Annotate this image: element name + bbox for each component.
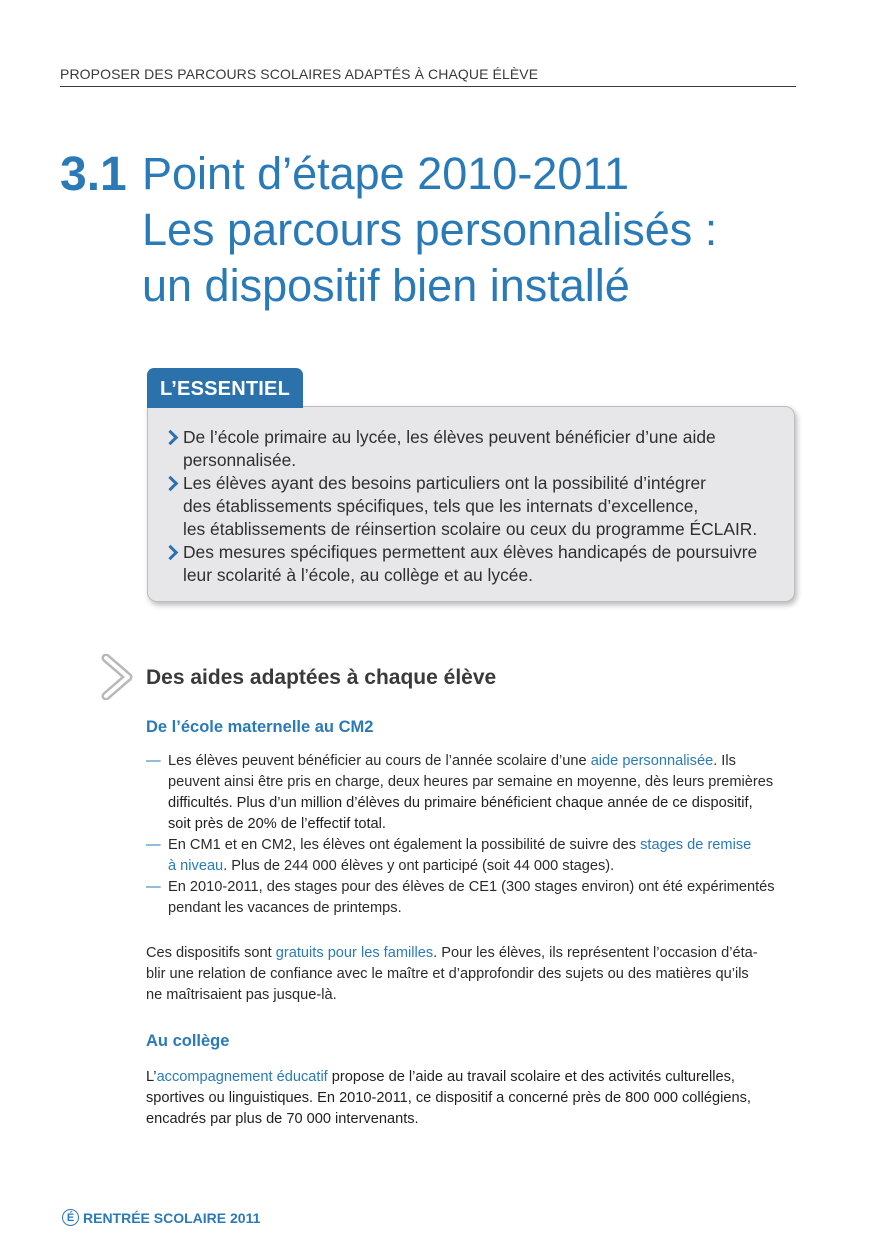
highlight-text: stages de remise <box>640 837 752 853</box>
list-item <box>146 751 796 835</box>
text-line: pendant les vacances de printemps. <box>168 900 402 916</box>
text-line: En 2010-2011, des stages pour des élèves de CE1 (300 stages environ) ont été expérimentés <box>168 879 775 895</box>
text-run: L’ <box>146 1069 157 1085</box>
essentiel-line: leur scolarité à l’école, au collège et au lycée. <box>183 565 533 585</box>
text-run: . Ils <box>713 753 736 769</box>
essentiel-line: des établissements spécifiques, tels que les internats d’excellence, <box>183 496 699 516</box>
essentiel-item <box>164 472 780 541</box>
text-run: . Plus de 244 000 élèves y ont participé (soit 44 000 stages). <box>223 858 615 874</box>
chevron-right-icon <box>163 430 179 446</box>
title-line: un dispositif bien installé <box>142 260 630 311</box>
paragraph <box>146 943 796 1006</box>
text-run: propose de l’aide au travail scolaire et des activités culturelles, <box>327 1069 735 1085</box>
essentiel-line: personnalisée. <box>183 450 297 470</box>
text-line: peuvent ainsi être pris en charge, deux heures par semaine en moyenne, dès leurs premières <box>168 774 774 790</box>
subheading-primary: De l’école maternelle au CM2 <box>146 718 374 736</box>
dash-marker: — <box>146 879 161 895</box>
dash-marker: — <box>146 837 161 853</box>
highlight-text: aide personnalisée <box>590 753 714 769</box>
running-head: PROPOSER DES PARCOURS SCOLAIRES ADAPTÉS À CHAQUE ÉLÈVE <box>60 66 796 87</box>
footer-text: RENTRÉE SCOLAIRE 2011 <box>83 1209 261 1226</box>
essentiel-line: les établissements de réinsertion scolaire ou ceux du programme ÉCLAIR. <box>183 519 758 539</box>
bullet-list <box>146 751 796 919</box>
essentiel-line: Des mesures spécifiques permettent aux élèves handicapés de poursuivre <box>183 542 758 562</box>
text-run: Les élèves peuvent bénéficier au cours de l’année scolaire d’une <box>168 753 591 769</box>
essentiel-line: Les élèves ayant des besoins particuliers ont la possibilité d’intégrer <box>183 473 706 493</box>
chevron-right-icon <box>163 545 179 561</box>
essentiel-box <box>147 406 795 602</box>
list-item <box>146 835 796 877</box>
essentiel-item <box>164 541 780 587</box>
text-run: En CM1 et en CM2, les élèves ont également la possibilité de suivre des <box>168 837 641 853</box>
essentiel-line: De l’école primaire au lycée, les élèves peuvent bénéficier d’une aide <box>183 427 716 447</box>
text-run: Ces dispositifs sont <box>146 945 276 961</box>
subheading-college: Au collège <box>146 1032 230 1050</box>
footer <box>62 1209 260 1226</box>
essentiel-item <box>164 426 780 472</box>
section-title: Des aides adaptées à chaque élève <box>146 666 497 689</box>
text-line: soit près de 20% de l’effectif total. <box>168 816 386 832</box>
paragraph <box>146 1067 796 1130</box>
essentiel-tab: L’ESSENTIEL <box>147 368 303 408</box>
title-lines <box>142 146 717 314</box>
highlight-text: accompagnement éducatif <box>156 1069 328 1085</box>
text-run: . Pour les élèves, ils représentent l’occasion d’éta- <box>433 945 758 961</box>
text-line: encadrés par plus de 70 000 intervenants. <box>146 1111 419 1127</box>
logo-e-icon: É <box>62 1209 79 1226</box>
text-line: ne maîtrisaient pas jusque-là. <box>146 987 337 1003</box>
title-line: Les parcours personnalisés : <box>142 204 718 255</box>
highlight-text: gratuits pour les familles <box>275 945 434 961</box>
text-line: difficultés. Plus d’un million d’élèves du primaire bénéficient chaque année de ce dispositif, <box>168 795 753 811</box>
dash-marker: — <box>146 753 161 769</box>
text-line: sportives ou linguistiques. En 2010-2011, ce dispositif a concerné près de 800 000 collégiens, <box>146 1090 751 1106</box>
section-chevron-icon <box>100 654 136 700</box>
title-line: Point d’étape 2010-2011 <box>142 148 630 199</box>
title-number: 3.1 <box>60 148 127 201</box>
text-line: blir une relation de confiance avec le maître et d’approfondir des sujets ou des matières qu’ils <box>146 966 749 982</box>
chevron-right-icon <box>163 476 179 492</box>
list-item <box>146 877 796 919</box>
highlight-text: à niveau <box>168 858 224 874</box>
